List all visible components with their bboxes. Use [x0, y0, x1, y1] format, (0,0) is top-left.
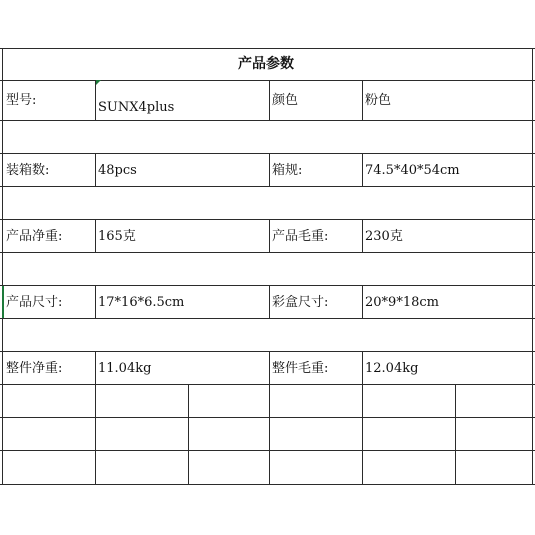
grid-line	[362, 153, 363, 186]
label-carton-gross-weight[interactable]: 整件毛重:	[272, 361, 329, 376]
grid-line	[362, 351, 363, 484]
grid-line	[95, 153, 96, 186]
grid-line	[95, 219, 96, 252]
value-carton-gross-weight[interactable]: 12.04kg	[365, 361, 419, 376]
selected-cell-border	[2, 286, 4, 318]
label-gross-weight[interactable]: 产品毛重:	[272, 229, 329, 244]
label-carton-size[interactable]: 箱规:	[272, 163, 303, 178]
grid-line	[0, 351, 535, 352]
grid-line	[362, 80, 363, 120]
grid-line	[0, 484, 535, 485]
sheet-title[interactable]: 产品参数	[238, 56, 294, 72]
label-model[interactable]: 型号:	[6, 93, 37, 108]
grid-line	[95, 351, 96, 484]
grid-line	[362, 285, 363, 318]
grid-line	[0, 80, 535, 81]
grid-line	[2, 48, 3, 484]
grid-line	[0, 186, 535, 187]
grid-line	[269, 219, 270, 252]
grid-line	[455, 384, 456, 484]
value-carton-size[interactable]: 74.5*40*54cm	[365, 163, 460, 178]
grid-line	[269, 153, 270, 186]
grid-line	[0, 219, 535, 220]
value-model[interactable]: SUNX4plus	[98, 100, 175, 115]
grid-line	[0, 318, 535, 319]
grid-line	[269, 351, 270, 484]
value-carton-qty[interactable]: 48pcs	[98, 163, 137, 178]
label-carton-qty[interactable]: 装箱数:	[6, 163, 50, 178]
grid-line	[0, 153, 535, 154]
grid-line	[0, 252, 535, 253]
label-color[interactable]: 颜色	[272, 93, 299, 108]
grid-line	[269, 285, 270, 318]
grid-line	[269, 80, 270, 120]
grid-line	[362, 219, 363, 252]
label-box-size[interactable]: 彩盒尺寸:	[272, 295, 329, 310]
grid-line	[0, 120, 535, 121]
grid-line	[0, 285, 535, 286]
label-net-weight[interactable]: 产品净重:	[6, 229, 63, 244]
grid-line	[188, 384, 189, 484]
value-color[interactable]: 粉色	[365, 93, 392, 108]
grid-line	[0, 48, 535, 49]
value-product-size[interactable]: 17*16*6.5cm	[98, 295, 185, 310]
value-gross-weight[interactable]: 230克	[365, 229, 403, 244]
label-product-size[interactable]: 产品尺寸:	[6, 295, 63, 310]
value-carton-net-weight[interactable]: 11.04kg	[98, 361, 152, 376]
grid-line	[532, 48, 533, 484]
label-carton-net-weight[interactable]: 整件净重:	[6, 361, 63, 376]
value-net-weight[interactable]: 165克	[98, 229, 136, 244]
grid-line	[95, 285, 96, 318]
comment-indicator-icon	[96, 80, 101, 85]
grid-line	[95, 80, 96, 120]
value-box-size[interactable]: 20*9*18cm	[365, 295, 439, 310]
